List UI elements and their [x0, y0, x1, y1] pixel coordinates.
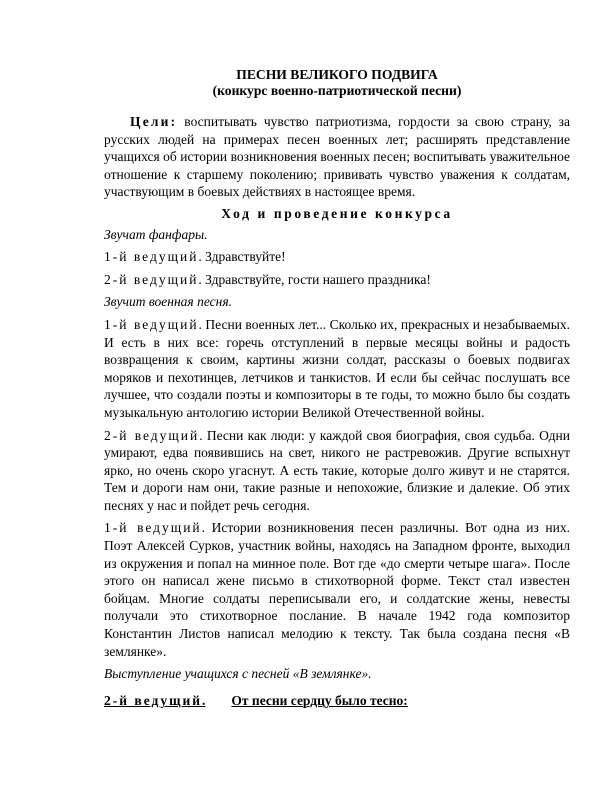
goals-text: воспитывать чувство патриотизма, гордости за свою страну, за русских людей на примерах песен военных лет; расширять представление учащихся об истории возникновения военных песен; воспитывать уважительное отношение к старшему поколению; прививать чувство уважения к солдатам, участвующим в боевых действиях в настоящее время.: [104, 114, 570, 200]
section-heading: Ход и проведение конкурса: [221, 205, 453, 221]
dialogue-text: От песни сердцу было тесно:: [231, 692, 408, 708]
stage-direction-performance: [104, 665, 570, 683]
stage-performance-text: Выступление учащихся с песней «В землянке».: [104, 666, 372, 682]
role-separator: .: [202, 692, 206, 708]
dialogue-paragraph-2: [104, 427, 570, 515]
dialogue-text: . Здравствуйте!: [198, 249, 286, 265]
dialogue-line-1: [104, 248, 570, 266]
stage-fanfare-text: Звучат фанфары.: [104, 226, 208, 242]
dialogue-line-2: [104, 271, 570, 289]
dialogue-line-last: [104, 692, 570, 710]
stage-direction-fanfare: [104, 226, 570, 244]
document-title: ПЕСНИ ВЕЛИКОГО ПОДВИГА: [236, 67, 438, 82]
speaker-role: 1-й ведущий: [104, 520, 202, 536]
dialogue-paragraph-1: [104, 316, 570, 422]
stage-direction-song: [104, 293, 570, 311]
goals-label: Цели:: [130, 114, 178, 129]
speaker-role: 2-й ведущий: [104, 427, 200, 443]
speaker-role: 1-й ведущий: [104, 316, 199, 332]
goals-paragraph: [104, 113, 570, 201]
dialogue-text: . Здравствуйте, гости нашего праздника!: [198, 271, 431, 287]
speaker-role: 1-й ведущий: [104, 249, 199, 265]
dialogue-text: . Песни военных лет... Сколько их, прекрасных и незабываемых. И есть в них все: горечь отступлений в первые месяцы войны и радость возвращения к своим, картины жизни солдат, рассказы о боевых подвигах моряков и пехотинцев, летчиков и танкистов. И если бы сейчас послушать все лучшее, что создали поэты и композиторы в те годы, то можно было бы создать музыкальную антологию истории Великой Отечественной войны.: [104, 316, 571, 420]
document-subtitle: (конкурс военно-патриотической песни): [212, 83, 462, 98]
speaker-role: 2-й ведущий: [104, 271, 199, 287]
dialogue-text: . Песни как люди: у каждой своя биография, своя судьба. Одни умирают, едва появившись на свет, никого не растревожив. Другие вспыхнут ярко, но очень скоро угаснут. А есть такие, которые долго живут и не старятся. Тем и дороги нам они, такие разные и непохожие, близкие и далекие. Об этих песнях у нас и пойдет речь сегодня.: [104, 427, 570, 513]
dialogue-text: . Истории возникновения песен различны. Вот одна из них. Поэт Алексей Сурков, участник войны, находясь на Западном фронте, выходил из окружения и попал на минное поле. Вот где «до смерти четыре шага». После этого он написал жене письмо в стихотворной форме. Текст стал известен бойцам. Многие солдаты переписывали его, и солдатские жены, невесты получали это стихотворное послание. В начале 1942 года композитор Константин Листов написал мелодию к тексту. Так была создана песня «В землянке».: [104, 520, 571, 659]
dialogue-paragraph-3: [104, 519, 570, 660]
speaker-role: 2-й ведущий: [104, 692, 203, 708]
stage-song-text: Звучит военная песня.: [104, 294, 232, 310]
document-body: [104, 67, 570, 709]
